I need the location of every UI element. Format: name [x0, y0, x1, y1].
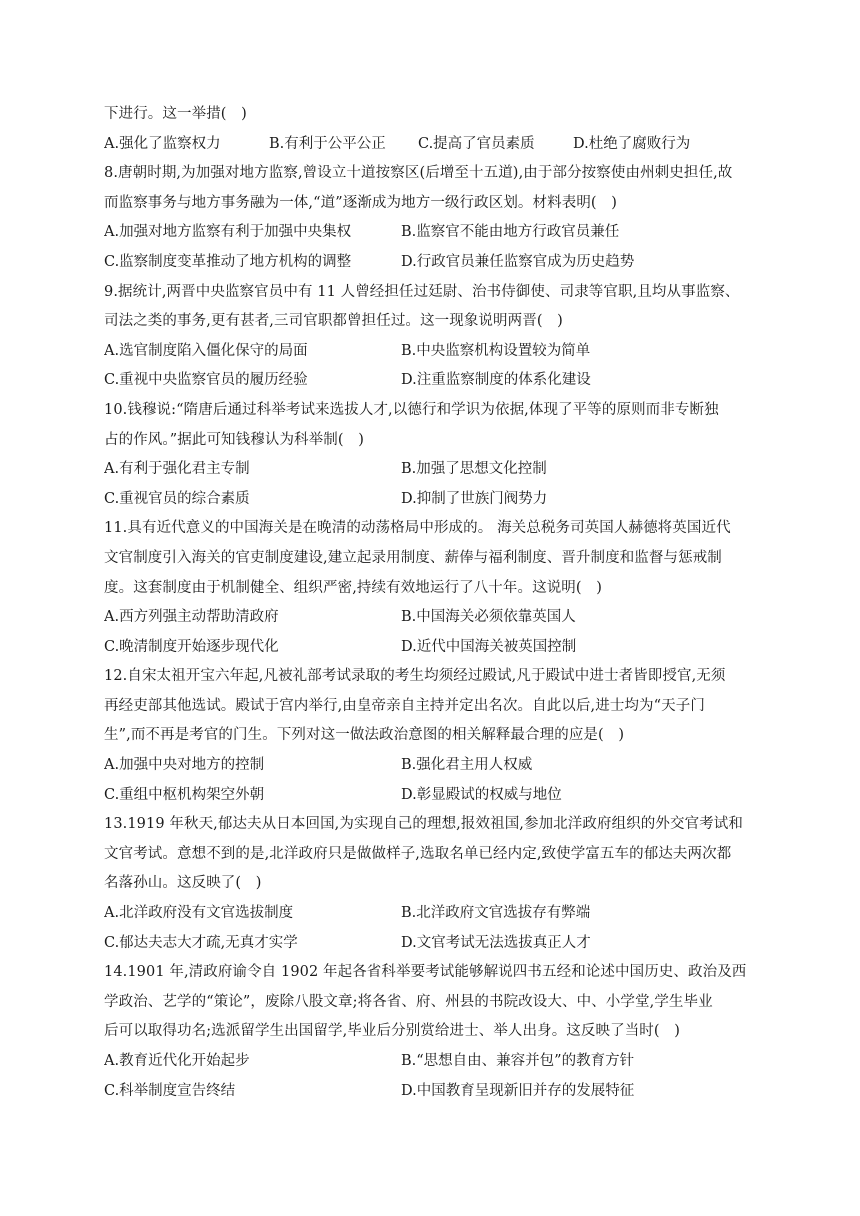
- option-c: C.科举制度宣告终结: [104, 1082, 236, 1099]
- question-stem-line: 占的作风。”据此可知钱穆认为科举制( ): [104, 431, 364, 448]
- option-d: D.杜绝了腐败行为: [573, 135, 691, 152]
- option-b: B.“思想自由、兼容并包”的教育方针: [401, 1053, 635, 1069]
- question-9: [104, 278, 760, 396]
- option-c: C.重视官员的综合素质: [104, 490, 250, 507]
- question-stem-line: 司法之类的事务,更有甚者,三司官职都曾担任过。这一现象说明两晋( ): [104, 313, 563, 330]
- options-row: [104, 218, 760, 248]
- options-row: [104, 1077, 760, 1107]
- option-c: C.重视中央监察官员的履历经验: [104, 372, 308, 389]
- question-stem-line: 文官制度引入海关的官吏制度建设,建立起录用制度、薪俸与福利制度、晋升制度和监督与惩戒制: [104, 549, 722, 566]
- options-row: [104, 485, 760, 515]
- question-7: [104, 100, 760, 159]
- option-a: A.西方列强主动帮助清政府: [104, 609, 279, 626]
- option-a: A.选官制度陷入僵化保守的局面: [104, 342, 308, 359]
- options-row: [104, 633, 760, 663]
- options-row: [104, 455, 760, 485]
- option-b: B.北洋政府文官选拔存有弊端: [401, 905, 591, 922]
- options-row: [104, 751, 760, 781]
- option-c: C.晚清制度开始逐步现代化: [104, 638, 279, 655]
- option-a: A.强化了监察权力: [104, 135, 221, 152]
- options-row: [104, 366, 760, 396]
- option-b: B.强化君主用人权威: [401, 757, 533, 774]
- option-d: D.彰显殿试的权威与地位: [401, 786, 562, 803]
- question-stem-line: 13.1919 年秋天,郁达夫从日本回国,为实现自己的理想,报效祖国,参加北洋政府组织的外交官考试和: [104, 816, 744, 833]
- question-stem-line: 下进行。这一举措( ): [104, 106, 247, 122]
- option-a: A.加强中央对地方的控制: [104, 757, 265, 774]
- option-a: A.北洋政府没有文官选拔制度: [104, 905, 294, 922]
- options-row: [104, 899, 760, 929]
- question-13: [104, 810, 760, 958]
- option-c: C.重组中枢机构架空外朝: [104, 786, 265, 803]
- question-stem-line: 名落孙山。这反映了( ): [104, 875, 262, 892]
- question-stem-line: 文官考试。意想不到的是,北洋政府只是做做样子,选取名单已经内定,致使学富五车的郁达夫两次都: [104, 845, 732, 862]
- question-12: [104, 662, 760, 810]
- option-d: D.文官考试无法选拔真正人才: [401, 934, 591, 951]
- question-stem-line: 学政治、艺学的“策论”，废除八股文章;将各省、府、州县的书院改设大、中、小学堂,学生毕业: [104, 993, 713, 1010]
- options-row: [104, 929, 760, 959]
- option-a: A.教育近代化开始起步: [104, 1053, 250, 1069]
- options-row: [104, 603, 760, 633]
- question-stem-line: 再经吏部其他选试。殿试于宫内举行,由皇帝亲自主持并定出名次。自此以后,进士均为“天子门: [104, 697, 705, 714]
- option-d: D.注重监察制度的体系化建设: [401, 372, 591, 389]
- option-d: D.抑制了世族门阀势力: [401, 490, 548, 507]
- question-14: [104, 958, 760, 1106]
- question-10: [104, 396, 760, 514]
- question-stem-line: 生”,而不再是考官的门生。下列对这一做法政治意图的相关解释最合理的应是( ): [104, 727, 625, 744]
- question-stem-line: 14.1901 年,清政府谕令自 1902 年起各省科举要考试能够解说四书五经和论述中国历史、政治及西: [104, 964, 747, 981]
- question-8: [104, 159, 760, 277]
- question-stem-line: 12.自宋太祖开宝六年起,凡被礼部考试录取的考生均须经过殿试,凡于殿试中进士者皆即授官,无须: [104, 668, 726, 685]
- options-row: [104, 1047, 760, 1077]
- option-d: D.行政官员兼任监察官成为历史趋势: [401, 253, 635, 270]
- question-stem-line: 而监察事务与地方事务融为一体,“道”逐渐成为地方一级行政区划。材料表明( ): [104, 194, 618, 211]
- question-11: [104, 514, 760, 662]
- option-a: A.加强对地方监察有利于加强中央集权: [104, 224, 352, 241]
- option-d: D.中国教育呈现新旧并存的发展特征: [401, 1082, 635, 1099]
- question-stem-line: 11.具有近代意义的中国海关是在晚清的动荡格局中形成的。 海关总税务司英国人赫德将英国近代: [104, 520, 731, 537]
- options-row: [104, 130, 760, 160]
- option-d: D.近代中国海关被英国控制: [401, 638, 577, 655]
- question-stem-line: 10.钱穆说:“隋唐后通过科举考试来选拔人才,以德行和学识为依据,体现了平等的原则而非专断独: [104, 401, 719, 418]
- question-stem-line: 后可以取得功名;选派留学生出国留学,毕业后分别赏给进士、举人出身。这反映了当时( ): [104, 1023, 681, 1040]
- question-stem-line: 8.唐朝时期,为加强对地方监察,曾设立十道按察区(后增至十五道),由于部分按察使由州刺史担任,故: [104, 165, 733, 182]
- option-b: B.中央监察机构设置较为简单: [401, 342, 591, 359]
- options-row: [104, 781, 760, 811]
- option-c: C.监察制度变革推动了地方机构的调整: [104, 253, 352, 270]
- option-c: C.提高了官员素质: [418, 135, 535, 152]
- option-b: B.监察官不能由地方行政官员兼任: [401, 224, 620, 241]
- options-row: [104, 337, 760, 367]
- question-stem-line: 度。这套制度由于机制健全、组织严密,持续有效地运行了八十年。这说明( ): [104, 579, 603, 596]
- option-b: B.中国海关必须依靠英国人: [401, 609, 576, 626]
- options-row: [104, 248, 760, 278]
- question-stem-line: 9.据统计,两晋中央监察官员中有 11 人曾经担任过廷尉、治书侍御使、司隶等官职,且均从事监察、: [104, 283, 740, 300]
- option-a: A.有利于强化君主专制: [104, 461, 250, 478]
- option-b: B.加强了思想文化控制: [401, 461, 547, 478]
- option-c: C.郁达夫志大才疏,无真才实学: [104, 934, 298, 951]
- option-b: B.有利于公平公正: [269, 135, 386, 152]
